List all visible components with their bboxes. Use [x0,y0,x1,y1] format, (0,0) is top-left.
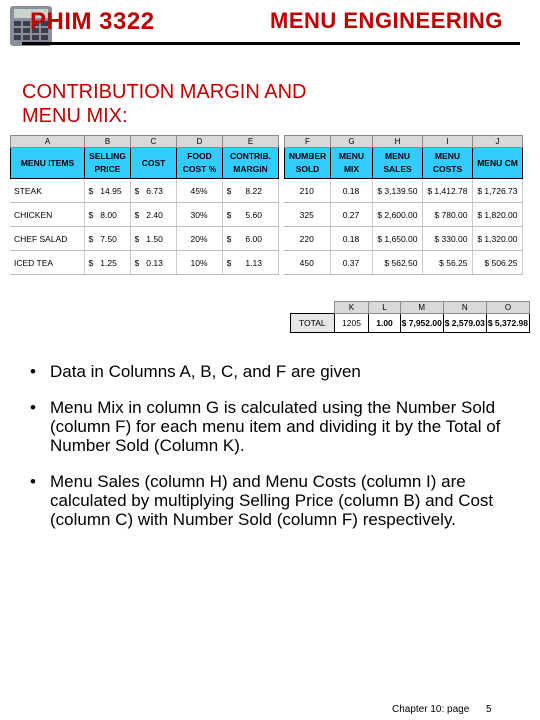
col-letter: N [443,302,486,314]
bullet-item [30,472,520,529]
col-letter: F [285,136,331,148]
price-cell: $ 1.25 [84,251,130,275]
bullet-text: Data in Columns A, B, C, and F are given [50,362,361,381]
col-letter: G [331,136,373,148]
item-name: CHICKEN [10,203,84,227]
mix-cell: 0.27 [330,203,372,227]
col-letter: H [373,136,423,148]
food-cost-cell: 20% [176,227,222,251]
sold-cell: 325 [284,203,330,227]
heading-line-1: CONTRIBUTION MARGIN AND [22,81,307,103]
total-sales: $ 7,952.00 [400,314,443,333]
mix-cell: 0.18 [330,179,372,203]
sold-cell: 220 [284,227,330,251]
total-mix: 1.00 [369,314,400,333]
total-cm: $ 5,372.98 [486,314,529,333]
sold-cell: 210 [284,179,330,203]
blank-cell [291,302,335,314]
item-name: ICED TEA [10,251,84,275]
header-rule [22,42,520,45]
spreadsheet-table [10,135,523,179]
cm-cell: $ 1,820.00 [472,203,522,227]
totals-row [291,314,530,333]
footer-chapter: Chapter 10: page [392,704,470,715]
costs-cell: $ 330.00 [422,227,472,251]
bullet-text: Menu Sales (column H) and Menu Costs (column I) are calculated by multiplying Selling Price (column B) and Cost (column C) with Number Sold (column F) respectively. [50,472,494,529]
costs-cell: $ 1,412.78 [422,179,472,203]
col-header: NUMBER SOLD [285,148,331,179]
cost-cell: $ 1.50 [130,227,176,251]
cost-cell: $ 2.40 [130,203,176,227]
col-header: SELLING PRICE [85,148,131,179]
col-header: MENU SALES [373,148,423,179]
header-row [11,148,523,179]
totals-table [290,301,530,333]
column-letter-row [11,136,523,148]
col-letter: C [131,136,177,148]
heading-line-2: MENU MIX: [22,105,128,127]
total-label: TOTAL [291,314,335,333]
cm-cell: $ 1,726.73 [472,179,522,203]
col-letter: J [473,136,523,148]
col-header: COST [131,148,177,179]
sold-cell: 450 [284,251,330,275]
table-row [10,203,522,227]
col-header: FOOD COST % [177,148,223,179]
col-letter: E [223,136,279,148]
table-row [10,179,522,203]
col-letter: B [85,136,131,148]
col-letter: D [177,136,223,148]
table-row [10,251,522,275]
bullet-marker: • [30,472,36,491]
col-letter: I [423,136,473,148]
bullet-item [30,362,520,381]
item-name: STEAK [10,179,84,203]
food-cost-cell: 45% [176,179,222,203]
sales-cell: $ 3,139.50 [372,179,422,203]
bullet-marker: • [30,362,36,381]
costs-cell: $ 780.00 [422,203,472,227]
col-letter: O [486,302,529,314]
margin-cell: $ 8.22 [222,179,278,203]
sales-cell: $ 562.50 [372,251,422,275]
price-cell: $ 8.00 [84,203,130,227]
price-cell: $ 14.95 [84,179,130,203]
cost-cell: $ 0.13 [130,251,176,275]
bullet-text: Menu Mix in column G is calculated using the Number Sold (column F) for each menu item and dividing it by the Total of Number Sold (Column K). [50,398,501,455]
course-title: PHIM 3322 [30,8,155,35]
col-letter: K [334,302,369,314]
margin-cell: $ 5.60 [222,203,278,227]
sales-cell: $ 1,650.00 [372,227,422,251]
mix-cell: 0.37 [330,251,372,275]
sales-cell: $ 2,600.00 [372,203,422,227]
table-row [10,227,522,251]
cm-cell: $ 506.25 [472,251,522,275]
topic-title: MENU ENGINEERING [270,8,503,33]
bullet-item [30,398,520,455]
cost-cell: $ 6.73 [130,179,176,203]
bullet-marker: • [30,398,36,417]
col-letter: M [400,302,443,314]
section-heading [22,80,402,128]
col-header: CONTRIB. MARGIN [223,148,279,179]
costs-cell: $ 56.25 [422,251,472,275]
margin-cell: $ 1.13 [222,251,278,275]
total-costs: $ 2,579.03 [443,314,486,333]
mix-cell: 0.18 [330,227,372,251]
food-cost-cell: 10% [176,251,222,275]
cm-cell: $ 1,320.00 [472,227,522,251]
spreadsheet [10,135,530,328]
col-header: MENU COSTS [423,148,473,179]
col-header: MENU MIX [331,148,373,179]
col-header: MENU CM [473,148,523,179]
col-letter: A [11,136,85,148]
food-cost-cell: 30% [176,203,222,227]
col-header: MENU ITEMS [11,148,85,179]
total-sold: 1205 [334,314,369,333]
bullet-list [30,362,520,546]
col-letter: L [369,302,400,314]
spreadsheet-body [10,179,523,275]
totals-letter-row [291,302,530,314]
item-name: CHEF SALAD [10,227,84,251]
footer-page-number: 5 [486,704,492,715]
margin-cell: $ 6.00 [222,227,278,251]
price-cell: $ 7.50 [84,227,130,251]
